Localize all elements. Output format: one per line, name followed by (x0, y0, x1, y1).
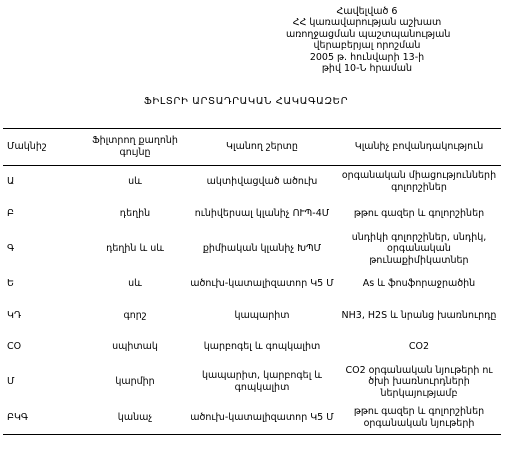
cell-absorbed-substances: թթու գազեր և գոլորշիներ օրգանական նյութերի (337, 402, 501, 435)
table-row (3, 198, 501, 230)
table-row (3, 300, 501, 332)
cell-absorbing-layer: կապարիտ (234, 310, 290, 322)
cell-mark: Բ (7, 208, 14, 220)
cell-absorbed-substances: As և ֆոսֆորաջրածին (362, 278, 476, 290)
table-row (3, 268, 501, 300)
cell-absorbing-layer: կարբոգել և գոպկալիտ (203, 341, 321, 353)
cell-absorbing-layer: ածուխ-կատալիզատոր Կ5 Մ (190, 278, 334, 290)
appendix-line: Հավելված 6 (336, 6, 398, 17)
cell-absorbed-substances: NH3, H2S և նրանց խառնուրդը (341, 310, 497, 322)
table-row (3, 402, 501, 435)
cell-absorbing-layer: ունիվերսալ կլանիչ ՈՒՊ-4Մ (194, 208, 330, 220)
appendix-reference-block (286, 6, 451, 75)
appendix-line: 2005 թ. հունվարի 13-ի (309, 51, 425, 63)
appendix-line: առողջացման պաշտպանության (286, 28, 451, 40)
table-row (3, 332, 501, 362)
cell-box-color: սպիտակ (112, 341, 158, 353)
cell-absorbed-substances: CO2 օրգանական նյութերի ու ծխի խառնուրդների ներկայությամբ (345, 364, 493, 399)
cell-mark: Ա (7, 176, 15, 188)
gas-mask-filter-table (3, 128, 501, 435)
cell-box-color: կանաչ (83, 402, 187, 435)
cell-absorbing-layer: կապարիտ, կարբոգել և գոպկալիտ (201, 370, 323, 393)
cell-absorbing-layer: ածուխ-կատալիզատոր Կ5 Մ (187, 402, 337, 435)
cell-mark: ԲԿԳ (3, 402, 83, 435)
header-cell-absorbed-substances: Կլանիչ բովանդակություն (337, 129, 501, 166)
cell-mark: Ե (7, 278, 14, 290)
cell-absorbed-substances: CO2 (408, 341, 430, 353)
cell-absorbing-layer: ակտիվացված ածուխ (206, 176, 318, 188)
table-header-row (3, 129, 501, 166)
appendix-line: վերաբերյալ որոշման (313, 40, 421, 52)
cell-box-color: դեղին և սև (106, 243, 164, 255)
cell-box-color: կարմիր (115, 376, 155, 388)
table-row (3, 166, 501, 199)
table-row (3, 362, 501, 402)
cell-box-color: գորշ (123, 310, 147, 322)
header-cell-box-color: Ֆիլտրող քաղոնի գույնը (83, 129, 187, 166)
cell-absorbed-substances: սնդիկի գոլորշիներ, սնդիկ, օրգանական թունաքիմիկատներ (351, 231, 487, 266)
cell-absorbed-substances: օրգանական միացությունների գոլորշիներ (341, 170, 497, 193)
cell-box-color: դեղին (119, 208, 151, 220)
appendix-line: թիվ 10-Ն հրաման (321, 63, 413, 75)
cell-mark: Գ (7, 243, 15, 255)
header-cell-absorbing-layer: Կլանող շերտը (187, 129, 337, 166)
cell-absorbing-layer: քիմիական կլանիչ ԽՊՄ (202, 243, 322, 255)
cell-box-color: սև (128, 176, 142, 188)
table-row (3, 230, 501, 268)
cell-mark: Մ (7, 376, 15, 388)
cell-absorbed-substances: թթու գազեր և գոլորշիներ (353, 208, 485, 220)
document-title: ՖԻԼՏՐԻ ԱՐՏԱԴՐԱԿԱՆ ՀԱԿԱԳԱԶԵՐ (143, 96, 349, 107)
cell-box-color: սև (128, 278, 142, 290)
cell-mark: ԿԴ (7, 310, 22, 322)
appendix-line: ՀՀ կառավարության աշխատ (292, 17, 442, 29)
cell-mark: CO (7, 341, 22, 353)
header-cell-mark: Մակնիշ (3, 129, 83, 166)
